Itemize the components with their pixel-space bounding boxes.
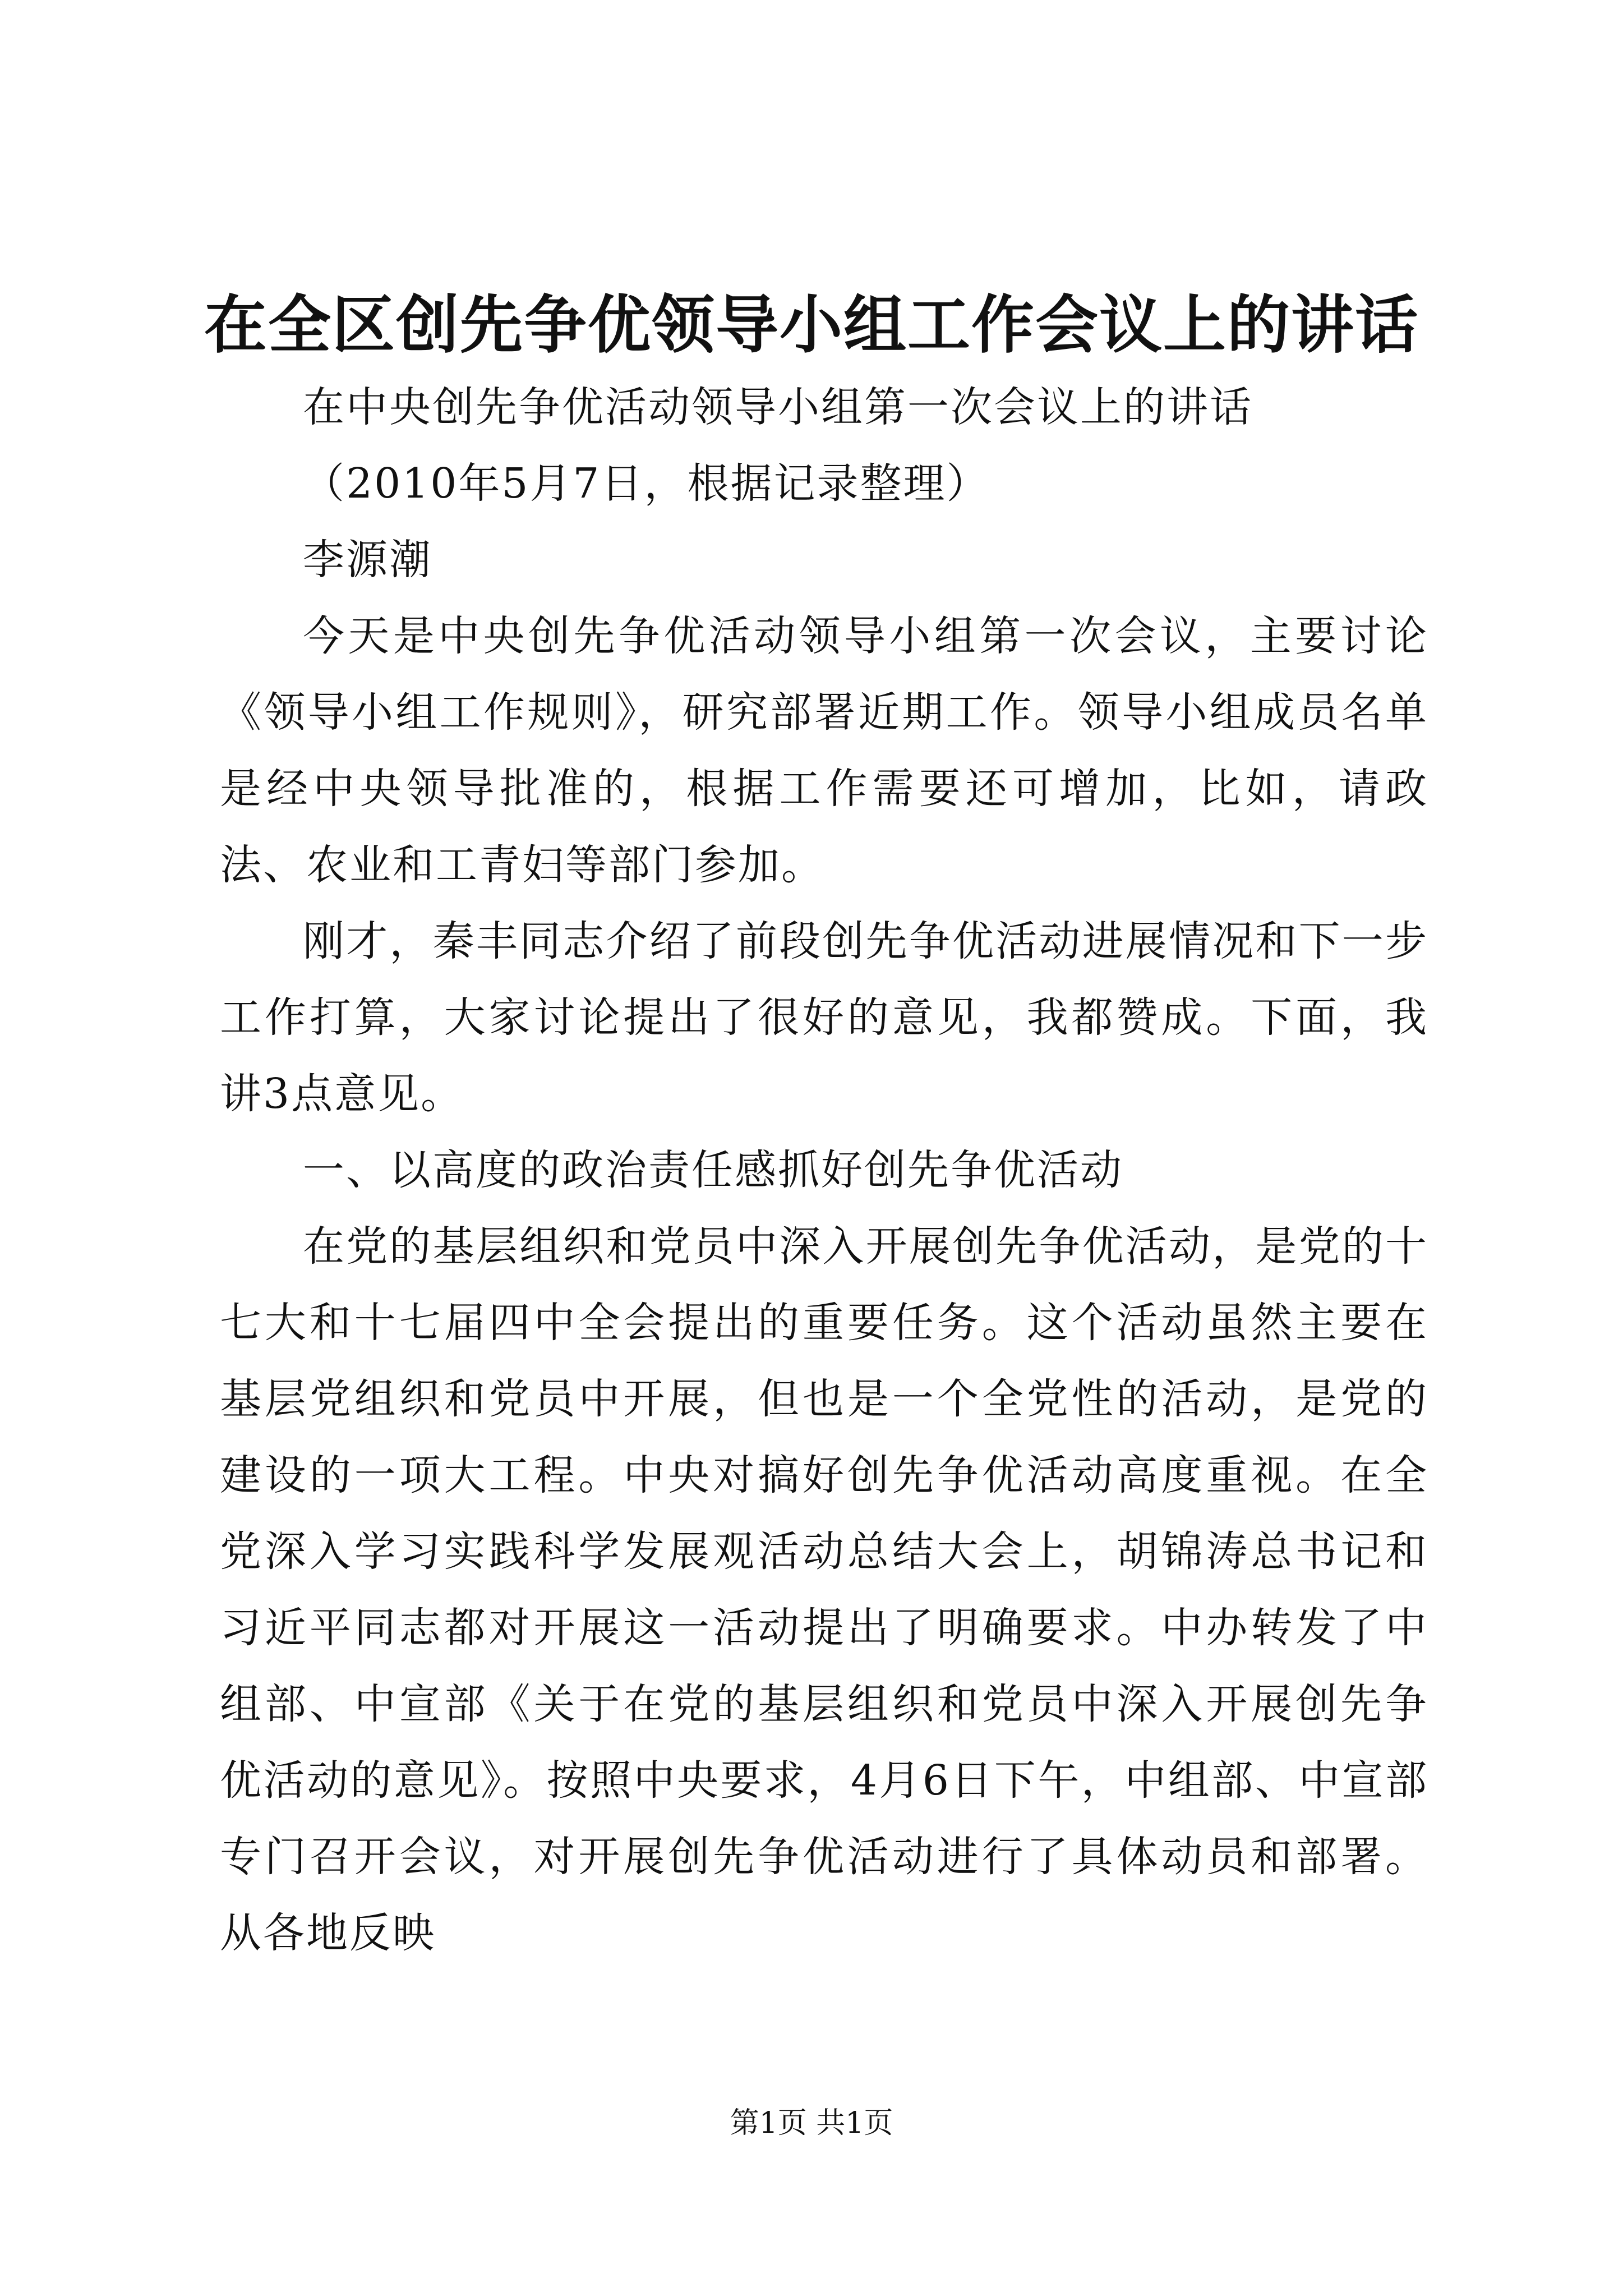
page-number-label: 第1页 共1页 (730, 2106, 893, 2140)
speech-subtitle: 在中央创先争优活动领导小组第一次会议上的讲话 (303, 383, 1253, 431)
document-title: 在全区创先争优领导小组工作会议上的讲话 (204, 288, 1419, 362)
body-paragraph: 今天是中央创先争优活动领导小组第一次会议，主要讨论《领导小组工作规则》，研究部署近期工作。领导小组成员名单是经中央领导批准的，根据工作需要还可增加，比如，请政法、农业和工青妇等部门参加。 (220, 612, 1428, 889)
page-footer (0, 2101, 1623, 2146)
body-paragraph: 刚才，秦丰同志介绍了前段创先争优活动进展情况和下一步工作打算，大家讨论提出了很好的意见，我都赞成。下面，我讲3点意见。 (220, 917, 1428, 1118)
document-body (220, 369, 1428, 1971)
section-heading: 一、以高度的政治责任感抓好创先争优活动 (303, 1146, 1123, 1194)
speech-author: 李源潮 (303, 536, 432, 584)
body-paragraph: 在党的基层组织和党员中深入开展创先争优活动，是党的十七大和十七届四中全会提出的重要任务。这个活动虽然主要在基层党组织和党员中开展，但也是一个全党性的活动，是党的建设的一项大工程。中央对搞好创先争优活动高度重视。在全党深入学习实践科学发展观活动总结大会上，胡锦涛总书记和习近平同志都对开展这一活动提出了明确要求。中办转发了中组部、中宣部《关于在党的基层组织和党员中深入开展创先争优活动的意见》。按照中央要求，4月6日下午，中组部、中宣部专门召开会议，对开展创先争优活动进行了具体动员和部署。从各地反映 (220, 1222, 1428, 1957)
speech-date-note: （2010年5月7日，根据记录整理） (303, 459, 990, 508)
